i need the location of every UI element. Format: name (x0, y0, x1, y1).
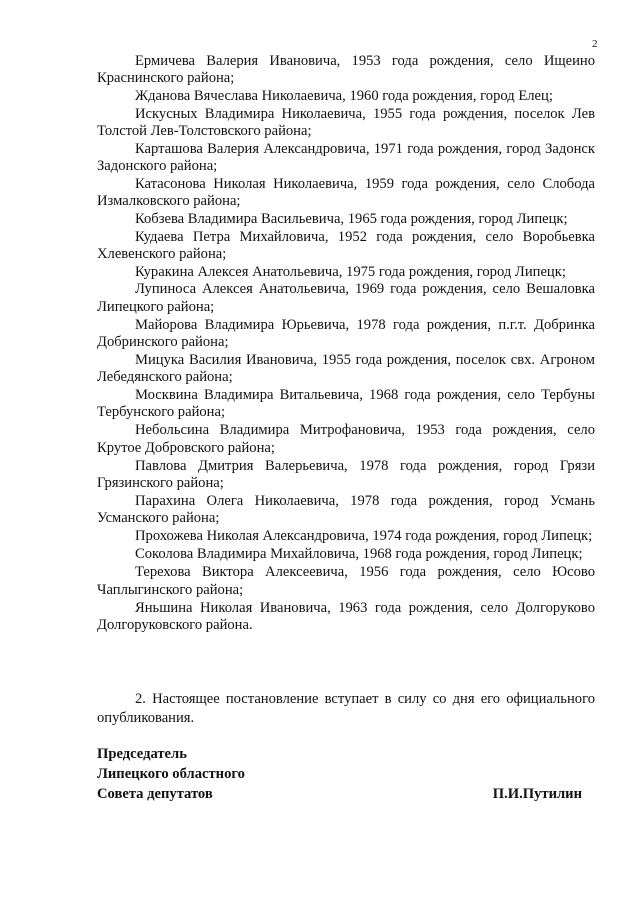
list-item: Москвина Владимира Витальевича, 1968 года рождения, село Тербуны Тербунского района; (97, 387, 595, 421)
signatory-name: П.И.Путилин (492, 786, 582, 802)
list-item: Искусных Владимира Николаевича, 1955 года рождения, поселок Лев Толстой Лев-Толстовского района; (97, 105, 595, 139)
list-item: Яньшина Николая Ивановича, 1963 года рождения, село Долгоруково Долгоруковского района. (97, 599, 595, 633)
list-item: Лупиноса Алексея Анатольевича, 1969 года рождения, село Вешаловка Липецкого района; (97, 281, 595, 315)
list-item: Небольсина Владимира Митрофановича, 1953 года рождения, село Крутое Добровского района; (97, 422, 595, 456)
list-item: Майорова Владимира Юрьевича, 1978 года рождения, п.г.т. Добринка Добринского района; (97, 316, 595, 350)
list-item: Мицука Василия Ивановича, 1955 года рождения, поселок свх. Агроном Лебедянского района; (97, 351, 595, 386)
signatory-title-line-1: Председатель (97, 746, 187, 762)
deputies-list (97, 53, 595, 635)
list-item: Кобзева Владимира Васильевича, 1965 года рождения, город Липецк; (135, 211, 568, 228)
signatory-title-line-3: Совета депутатов (97, 786, 213, 802)
list-item: Прохожева Николая Александровича, 1974 года рождения, город Липецк; (135, 528, 593, 545)
list-item: Карташова Валерия Александровича, 1971 года рождения, город Задонск Задонского района; (97, 140, 595, 175)
signatory-title-line-2: Липецкого областного (97, 766, 245, 782)
clause-2-paragraph: 2. Настоящее постановление вступает в силу со дня его официального опубликования. (97, 690, 595, 726)
list-item: Ермичева Валерия Ивановича, 1953 года рождения, село Ищеино Краснинского района; (97, 53, 595, 87)
signature-block (97, 744, 595, 804)
page-number: 2 (592, 38, 598, 50)
list-item: Катасонова Николая Николаевича, 1959 года рождения, село Слобода Измалковского района; (97, 176, 595, 210)
list-item: Парахина Олега Николаевича, 1978 года рождения, город Усмань Усманского района; (97, 492, 595, 527)
list-item: Терехова Виктора Алексеевича, 1956 года рождения, село Юсово Чаплыгинского района; (97, 564, 595, 598)
list-item: Жданова Вячеслава Николаевича, 1960 года рождения, город Елец; (135, 88, 553, 105)
list-item: Куракина Алексея Анатольевича, 1975 года рождения, город Липецк; (135, 264, 566, 280)
list-item: Павлова Дмитрия Валерьевича, 1978 года рождения, город Грязи Грязинского района; (97, 457, 595, 491)
list-item: Кудаева Петра Михайловича, 1952 года рождения, село Воробьевка Хлевенского района; (97, 228, 595, 263)
list-item: Соколова Владимира Михайловича, 1968 года рождения, город Липецк; (135, 546, 583, 563)
